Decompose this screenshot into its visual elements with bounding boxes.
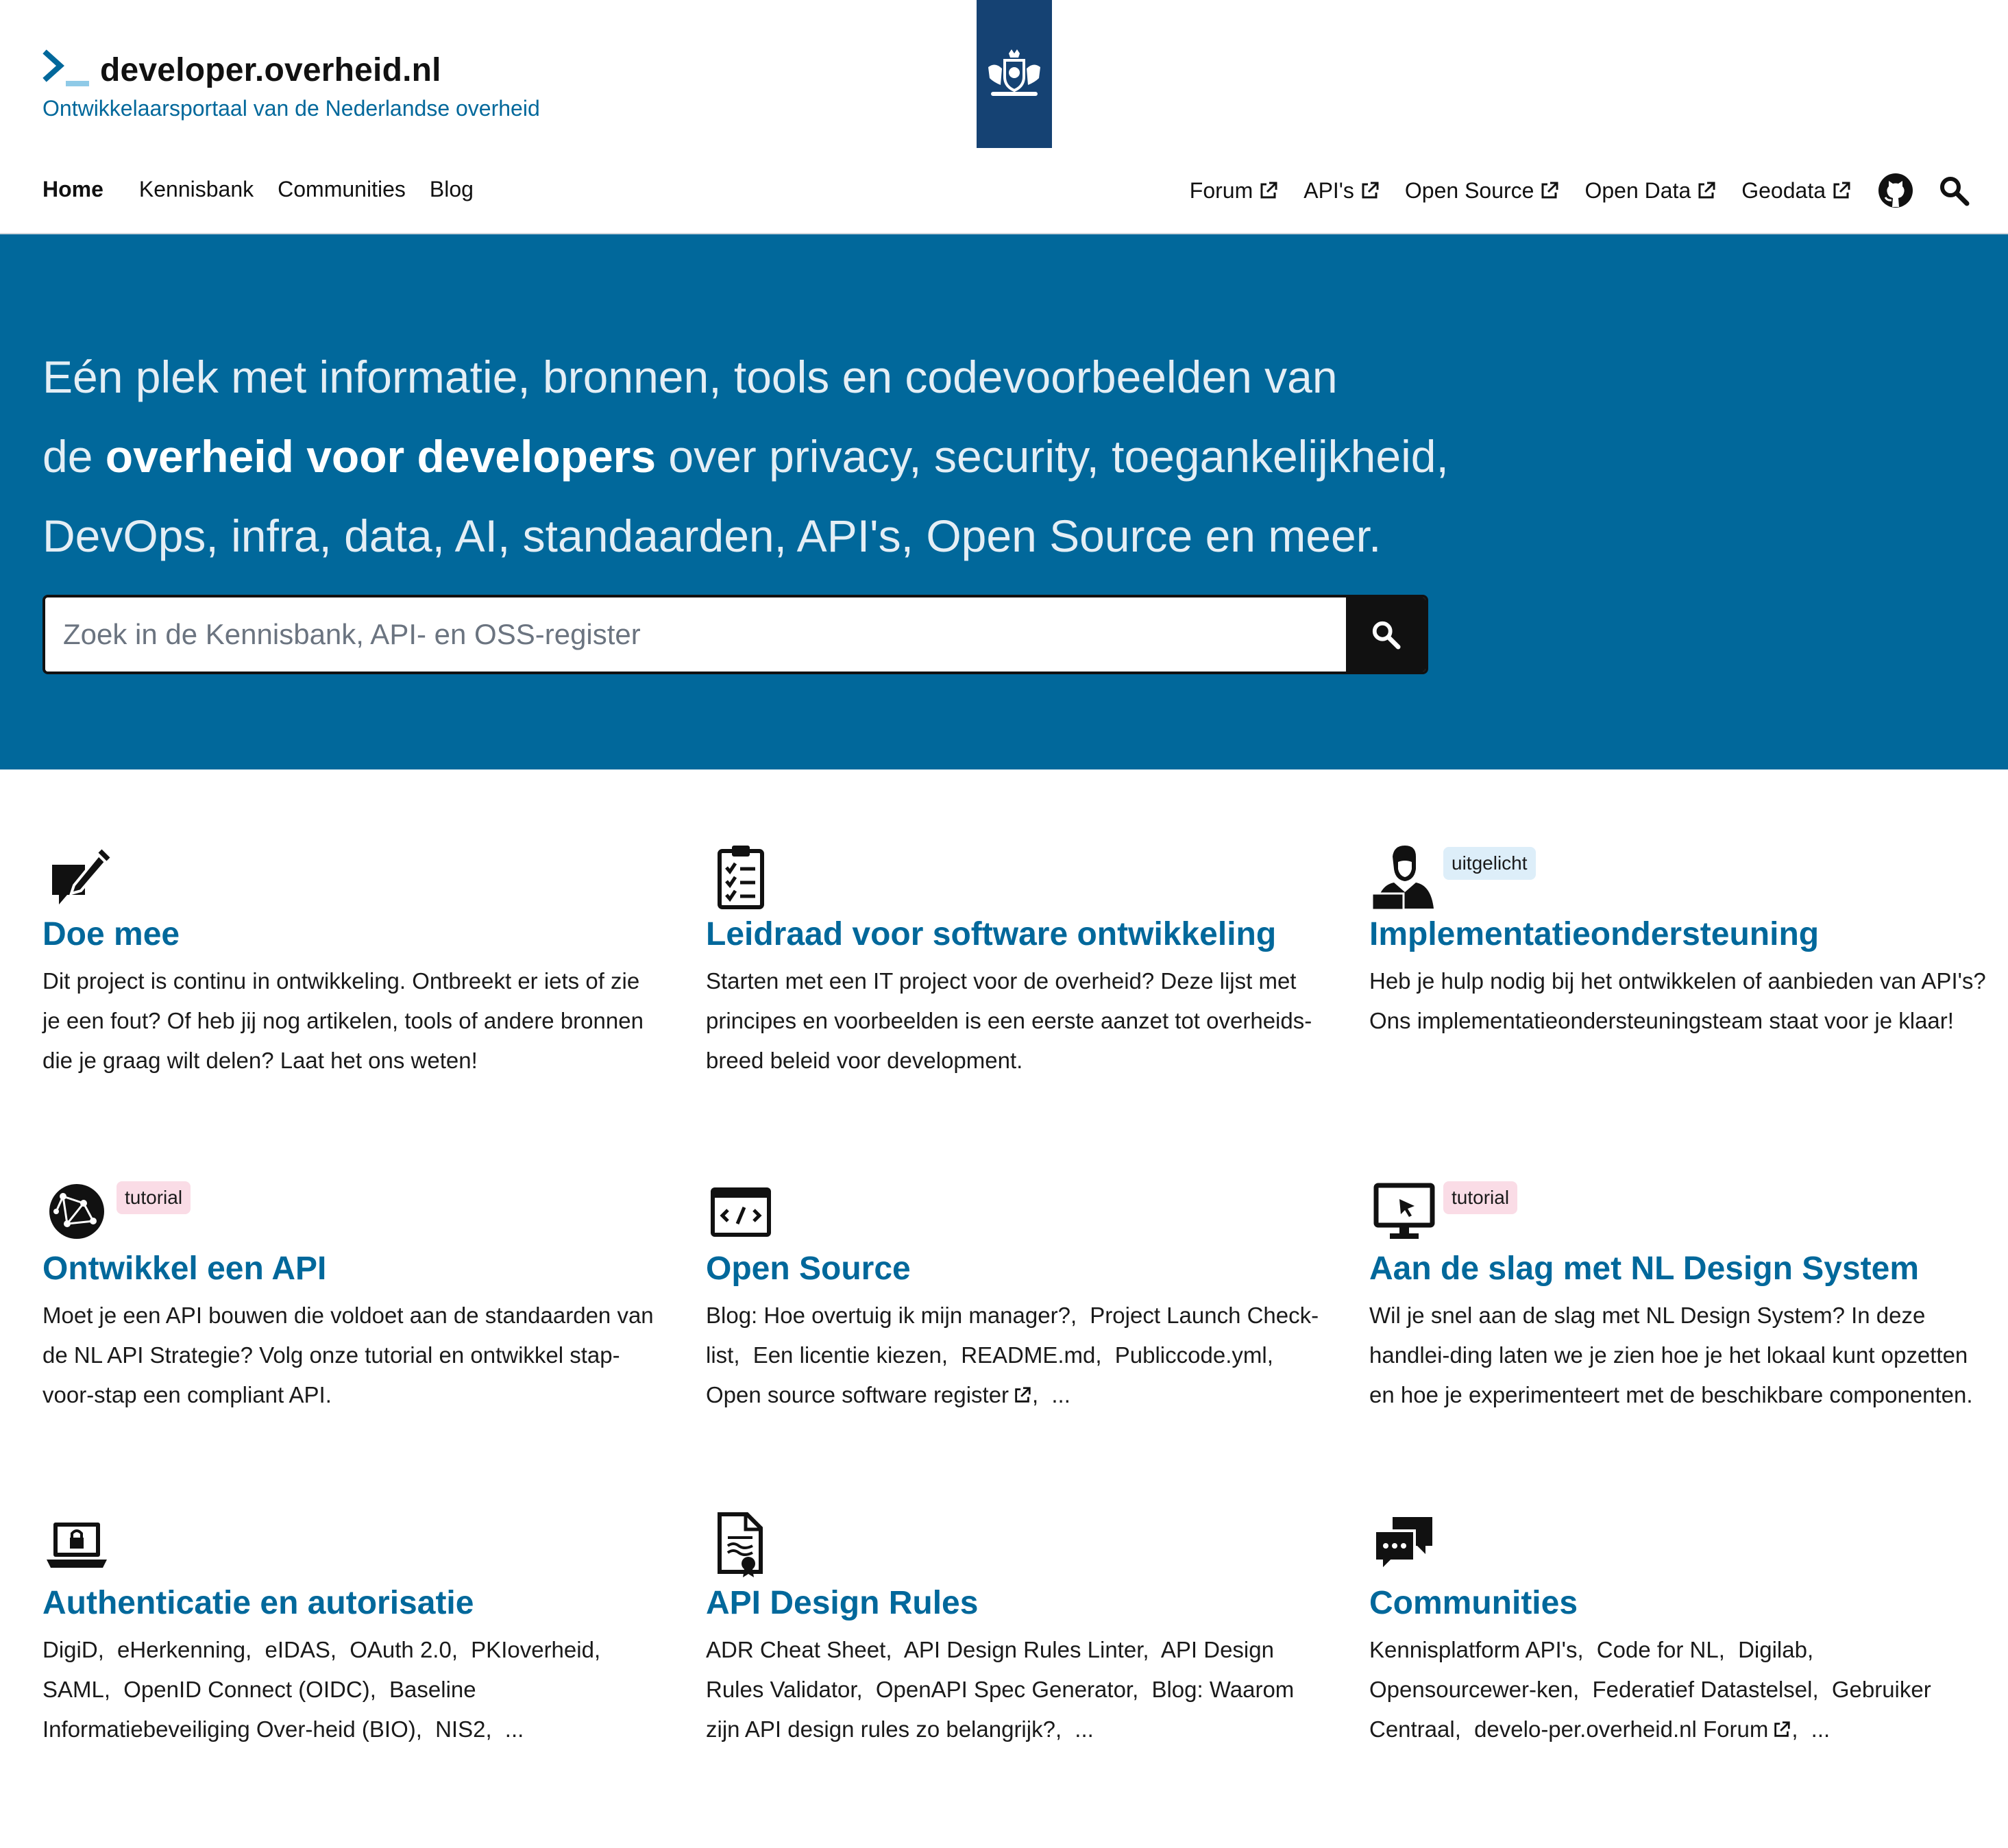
external-link-icon: [1258, 180, 1279, 201]
external-link-icon: [1539, 180, 1560, 201]
site-tagline: Ontwikkelaarsportaal van de Nederlandse overheid: [42, 96, 540, 121]
link-eidas[interactable]: eIDAS: [265, 1637, 330, 1662]
nav-open-source[interactable]: [1405, 178, 1560, 204]
link-federatief-datastelsel[interactable]: Federatief Datastelsel: [1592, 1677, 1813, 1702]
nav-open-data-label: Open Data: [1584, 177, 1691, 203]
link-pkioverheid[interactable]: PKIoverheid: [471, 1637, 594, 1662]
link-oss-register-label: Open source software register: [706, 1382, 1009, 1407]
nav-open-data[interactable]: [1584, 178, 1717, 204]
link-forum-label: develo-per.overheid.nl Forum: [1474, 1716, 1769, 1742]
link-saml[interactable]: SAML: [42, 1677, 104, 1702]
nav-apis-label: API's: [1303, 177, 1354, 203]
nav-geodata-label: Geodata: [1741, 177, 1826, 203]
link-launch-checklist[interactable]: Project Launch Check-list: [706, 1303, 1319, 1368]
card-implementatieondersteuning: [1369, 841, 1986, 1041]
code-window-icon: [706, 1176, 774, 1244]
card-links: ADR Cheat Sheet, API Design Rules Linter, API Design Rules Validator, OpenAPI Spec Generator, Blog: Waarom zijn API design rules zo belangrijk?, ...: [706, 1637, 1295, 1742]
link-licentie[interactable]: Een licentie kiezen: [752, 1342, 942, 1368]
link-forum[interactable]: [1474, 1716, 1791, 1742]
tutorial-badge: tutorial: [117, 1181, 191, 1214]
nav-communities[interactable]: Communities: [278, 177, 406, 201]
link-adr-linter[interactable]: API Design Rules Linter: [903, 1637, 1143, 1662]
hero-heading: [42, 337, 1482, 576]
link-oss-register[interactable]: [706, 1382, 1032, 1407]
card-leidraad: [706, 841, 1323, 1081]
card-title[interactable]: Open Source: [706, 1251, 911, 1287]
card-description: Heb je hulp nodig bij het ontwikkelen of aanbieden van API's? Ons implementatieondersteuningsteam staat voor je klaar!: [1369, 968, 1986, 1033]
external-nav: [1165, 173, 1970, 208]
hero-line-2-post: over privacy, security, toegankelijkheid,: [668, 431, 1449, 482]
card-title[interactable]: Ontwikkel een API: [42, 1251, 327, 1287]
monitor-cursor-icon: [1369, 1176, 1438, 1244]
nav-open-source-label: Open Source: [1404, 177, 1534, 203]
hero-line-3: DevOps, infra, data, AI, standaarden, API's, Open Source en meer.: [42, 510, 1382, 561]
network-globe-icon: [42, 1176, 111, 1244]
card-api-design-rules: [706, 1510, 1323, 1749]
hero-line-2-pre: de: [42, 431, 93, 482]
laptop-lock-icon: [42, 1510, 111, 1579]
card-title[interactable]: Implementatieondersteuning: [1369, 916, 1820, 952]
external-link-icon: [1772, 1720, 1791, 1739]
link-manager-blog[interactable]: Blog: Hoe overtuig ik mijn manager?: [706, 1303, 1070, 1328]
card-doe-mee: [42, 841, 659, 1081]
card-ontwikkel-een-api: [42, 1176, 659, 1415]
clipboard-checklist-icon: [706, 841, 774, 910]
header-search-button[interactable]: [1938, 175, 1970, 206]
site-logo-link[interactable]: [42, 49, 540, 121]
support-person-icon: [1369, 841, 1438, 910]
external-link-icon: [1831, 180, 1852, 201]
search-icon: [1938, 175, 1970, 206]
hero-line-2: [42, 417, 1482, 496]
nav-kennisbank[interactable]: Kennisbank: [138, 177, 254, 201]
link-openapi-generator[interactable]: OpenAPI Spec Generator: [875, 1677, 1133, 1702]
nav-forum[interactable]: [1190, 178, 1279, 204]
link-code-for-nl[interactable]: Code for NL: [1596, 1637, 1719, 1662]
link-bio[interactable]: Baseline Informatiebeveiliging Over-heid (BIO): [42, 1677, 476, 1742]
link-readme[interactable]: README.md: [961, 1342, 1096, 1368]
hero-section: [0, 234, 2008, 769]
card-title[interactable]: API Design Rules: [706, 1585, 979, 1621]
more-ellipsis: ...: [504, 1716, 524, 1742]
hero-line-1: Eén plek met informatie, bronnen, tools en codevoorbeelden van: [42, 352, 1338, 402]
more-ellipsis: ...: [1051, 1382, 1070, 1407]
site-header: [0, 0, 2008, 234]
featured-badge: uitgelicht: [1443, 847, 1536, 880]
card-title[interactable]: Communities: [1369, 1585, 1578, 1621]
link-nis2[interactable]: NIS2: [435, 1716, 486, 1742]
hero-search-input[interactable]: [45, 597, 1346, 672]
card-title[interactable]: Doe mee: [42, 916, 180, 952]
link-digid[interactable]: DigiD: [42, 1637, 98, 1662]
card-communities: [1369, 1510, 1986, 1749]
link-adr-cheat-sheet[interactable]: ADR Cheat Sheet: [706, 1637, 886, 1662]
card-links: Kennisplatform API's, Code for NL, Digilab, Opensourcewer-ken, Federatief Datastelsel, Gebruiker Centraal, develo-per.overheid.nl Forum , ...: [1369, 1637, 1931, 1742]
card-authenticatie: [42, 1510, 659, 1749]
hero-search-form: [42, 595, 1428, 674]
site-title: developer.overheid.nl: [100, 51, 441, 88]
nav-home[interactable]: Home: [42, 177, 103, 201]
link-adr-blog[interactable]: Blog: Waarom zijn API design rules zo belangrijk?: [706, 1677, 1295, 1742]
certificate-document-icon: [706, 1510, 774, 1579]
external-link-icon: [1696, 180, 1717, 201]
coat-of-arms-icon: [981, 47, 1047, 101]
link-eherkenning[interactable]: eHerkenning: [117, 1637, 246, 1662]
card-description: Wil je snel aan de slag met NL Design System? In deze handlei-ding laten we je zien hoe je het lokaal kunt opzetten en hoe je experimenteert met de beschikbare componenten.: [1369, 1303, 1973, 1407]
more-ellipsis: ...: [1811, 1716, 1831, 1742]
card-nl-design-system: [1369, 1176, 1986, 1415]
rijksoverheid-logo[interactable]: [977, 0, 1052, 148]
terminal-prompt-icon: [42, 49, 90, 90]
nav-forum-label: Forum: [1189, 177, 1253, 203]
more-ellipsis: ...: [1075, 1716, 1094, 1742]
link-opensourcewerken[interactable]: Opensourcewer-ken: [1369, 1677, 1574, 1702]
card-title[interactable]: Aan de slag met NL Design System: [1369, 1251, 1920, 1287]
nav-apis[interactable]: [1303, 178, 1380, 204]
link-oidc[interactable]: OpenID Connect (OIDC): [123, 1677, 370, 1702]
hero-line-2-bold: overheid voor developers: [105, 431, 657, 482]
tutorial-badge: tutorial: [1443, 1181, 1517, 1214]
card-title[interactable]: Authenticatie en autorisatie: [42, 1585, 474, 1621]
main-nav: [42, 177, 498, 202]
card-links: Blog: Hoe overtuig ik mijn manager?, Project Launch Check-list, Een licentie kiezen, README.md, Publiccode.yml, Open source software register , ...: [706, 1303, 1319, 1407]
card-title[interactable]: Leidraad voor software ontwikkeling: [706, 916, 1277, 952]
card-description: Starten met een IT project voor de overheid? Deze lijst met principes en voorbeelden is een eerste aanzet tot overheids-breed beleid voor development.: [706, 968, 1312, 1073]
pen-chat-icon: [42, 841, 111, 910]
chat-bubbles-icon: [1369, 1510, 1438, 1579]
github-link[interactable]: [1878, 173, 1913, 208]
link-kennisplatform-apis[interactable]: Kennisplatform API's: [1369, 1637, 1578, 1662]
search-icon: [1371, 619, 1401, 650]
card-links: DigiD, eHerkenning, eIDAS, OAuth 2.0, PKIoverheid, SAML, OpenID Connect (OIDC), Baseline Informatiebeveiliging Over-heid (BIO), NIS2, ...: [42, 1637, 601, 1742]
link-publiccode[interactable]: Publiccode.yml: [1114, 1342, 1267, 1368]
card-description: Dit project is continu in ontwikkeling. Ontbreekt er iets of zie je een fout? Of heb jij nog artikelen, tools of andere bronnen die je graag wilt delen? Laat het ons weten!: [42, 968, 644, 1073]
hero-search-button[interactable]: [1346, 597, 1425, 672]
external-link-icon: [1360, 180, 1380, 201]
nav-blog[interactable]: Blog: [429, 177, 474, 201]
link-gebruiker-centraal[interactable]: Gebruiker Centraal: [1369, 1677, 1931, 1742]
link-digilab[interactable]: Digilab: [1738, 1637, 1807, 1662]
link-oauth[interactable]: OAuth 2.0: [350, 1637, 452, 1662]
nav-geodata[interactable]: [1741, 178, 1852, 204]
github-icon: [1878, 173, 1913, 208]
card-open-source: [706, 1176, 1323, 1415]
external-link-icon: [1013, 1385, 1032, 1405]
card-description: Moet je een API bouwen die voldoet aan de standaarden van de NL API Strategie? Volg onze tutorial en ontwikkel stap-voor-stap een compliant API.: [42, 1303, 654, 1407]
link-adr-validator[interactable]: API Design Rules Validator: [706, 1637, 1274, 1702]
